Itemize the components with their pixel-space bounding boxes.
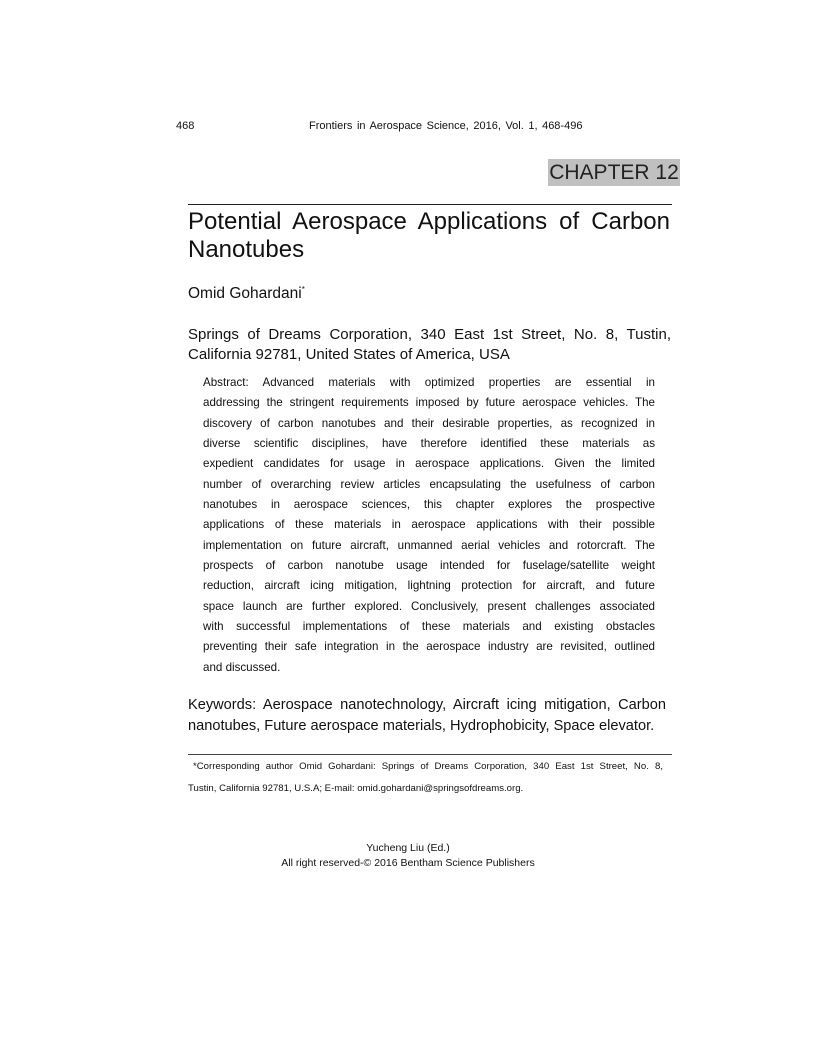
footnote-rule bbox=[188, 754, 672, 755]
page-number: 468 bbox=[176, 120, 195, 132]
footer-editor: Yucheng Liu (Ed.) bbox=[366, 842, 450, 854]
abstract-line: and discussed. bbox=[203, 661, 281, 674]
abstract-line: implementation on future aircraft, unmanned aerial vehicles and rotorcraft. The bbox=[203, 539, 655, 552]
abstract-line: Abstract: Advanced materials with optimized properties are essential in bbox=[203, 376, 655, 389]
affiliation-line-1: Springs of Dreams Corporation, 340 East 1st Street, No. 8, Tustin, bbox=[188, 326, 671, 343]
keywords-line-2: nanotubes, Future aerospace materials, Hydrophobicity, Space elevator. bbox=[188, 718, 655, 734]
title-line-2: Nanotubes bbox=[188, 236, 305, 263]
author-name: Omid Gohardani bbox=[188, 285, 302, 303]
abstract-line: number of overarching review articles encapsulating the usefulness of carbon bbox=[203, 478, 655, 491]
author-mark: * bbox=[301, 285, 305, 294]
abstract-label: Abstract: bbox=[203, 376, 249, 389]
abstract-line: prospects of carbon nanotube usage intended for fuselage/satellite weight bbox=[203, 559, 655, 572]
abstract-line: discovery of carbon nanotubes and their desirable properties, as recognized in bbox=[203, 417, 655, 430]
abstract-line: preventing their safe integration in the aerospace industry are revisited, outlined bbox=[203, 640, 655, 653]
abstract-line: addressing the stringent requirements imposed by future aerospace vehicles. The bbox=[203, 396, 655, 409]
abstract-line: diverse scientific disciplines, have therefore identified these materials as bbox=[203, 437, 655, 450]
footnote-line-2: Tustin, California 92781, U.S.A; E-mail: omid.gohardani@springsofdreams.org. bbox=[188, 783, 524, 794]
keywords-label: Keywords: bbox=[188, 697, 257, 713]
running-header: Frontiers in Aerospace Science, 2016, Vol. 1, 468-496 bbox=[309, 120, 583, 132]
keywords-line-1: Keywords: Aerospace nanotechnology, Aircraft icing mitigation, Carbon bbox=[188, 697, 667, 713]
abstract-line: expedient candidates for usage in aerospace applications. Given the limited bbox=[203, 457, 655, 470]
abstract-line: reduction, aircraft icing mitigation, lightning protection for aircraft, and future bbox=[203, 579, 655, 592]
affiliation-line-2: California 92781, United States of America, USA bbox=[188, 346, 510, 363]
footer-copyright: All right reserved-© 2016 Bentham Science Publishers bbox=[281, 857, 535, 869]
title-rule bbox=[188, 204, 672, 205]
abstract-line: with successful implementations of these materials and existing obstacles bbox=[203, 620, 655, 633]
author bbox=[188, 285, 305, 303]
chapter-label: CHAPTER 12 bbox=[549, 161, 679, 184]
abstract-line: applications of these materials in aerospace applications with their possible bbox=[203, 518, 655, 531]
footnote-line-1: *Corresponding author Omid Gohardani: Springs of Dreams Corporation, 340 East 1st Street, No. 8, bbox=[193, 761, 663, 772]
abstract-line: space launch are further explored. Conclusively, present challenges associated bbox=[203, 600, 655, 613]
abstract-line: nanotubes in aerospace sciences, this chapter explores the prospective bbox=[203, 498, 655, 511]
title-line-1: Potential Aerospace Applications of Carbon bbox=[188, 208, 670, 235]
